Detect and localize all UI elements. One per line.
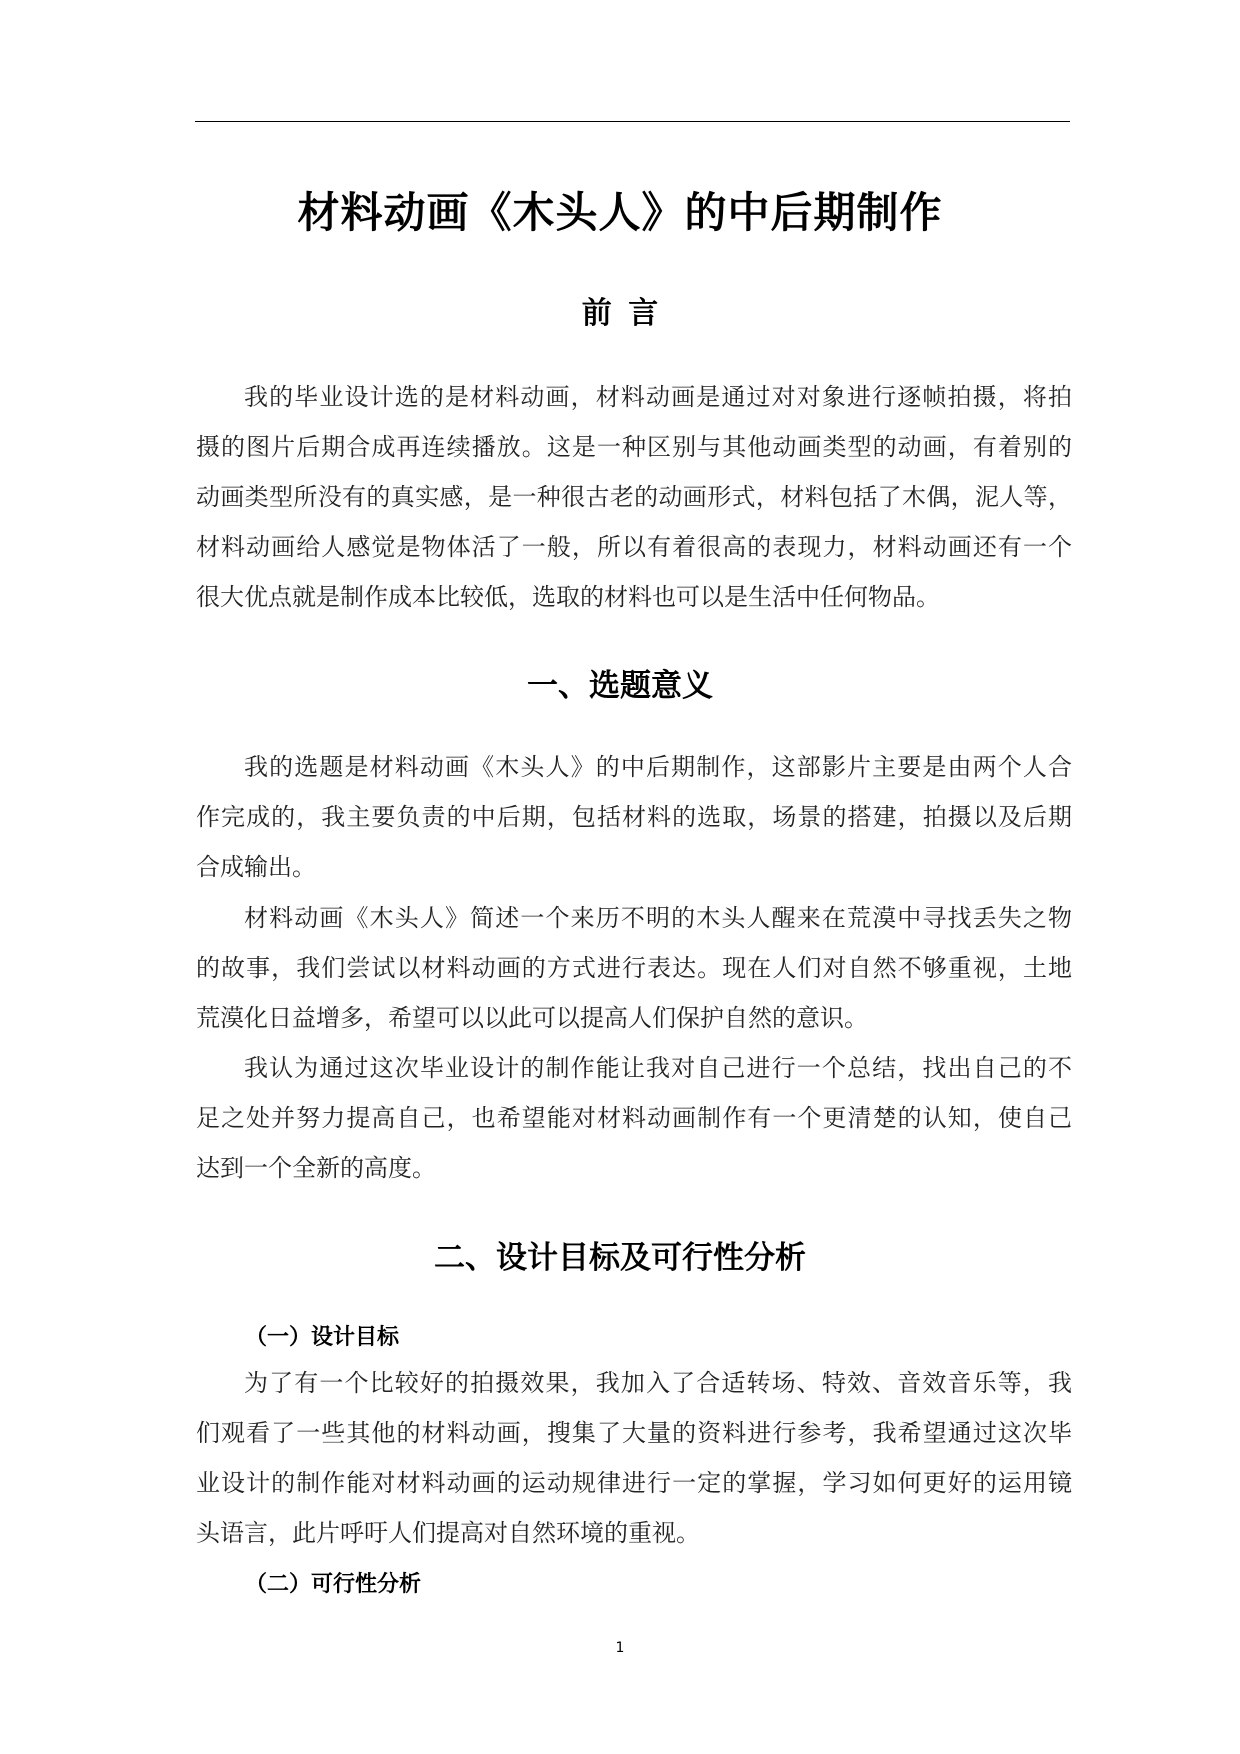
page-number: 1 xyxy=(615,1640,625,1656)
text-line: 材料动画给人感觉是物体活了一般，所以有着很高的表现力，材料动画还有一个 xyxy=(196,533,1072,561)
section-heading-design-goals: 二、设计目标及可行性分析 xyxy=(434,1240,806,1276)
text-line: 动画类型所没有的真实感，是一种很古老的动画形式，材料包括了木偶，泥人等， xyxy=(196,483,1072,511)
text-line: 足之处并努力提高自己，也希望能对材料动画制作有一个更清楚的认知，使自己 xyxy=(196,1104,1072,1132)
text-line: 业设计的制作能对材料动画的运动规律进行一定的掌握，学习如何更好的运用镜 xyxy=(196,1469,1072,1497)
subsection-heading-design-goal: （一）设计目标 xyxy=(245,1325,400,1350)
text-line: 荒漠化日益增多，希望可以以此可以提高人们保护自然的意识。 xyxy=(196,1004,868,1032)
text-line: 的故事，我们尝试以材料动画的方式进行表达。现在人们对自然不够重视，土地 xyxy=(196,954,1072,982)
subsection-heading-feasibility: （二）可行性分析 xyxy=(245,1572,422,1597)
text-line: 头语言，此片呼吁人们提高对自然环境的重视。 xyxy=(196,1519,700,1547)
preface-heading: 前 言 xyxy=(581,296,659,331)
text-line: 作完成的，我主要负责的中后期，包括材料的选取，场景的搭建，拍摄以及后期 xyxy=(196,803,1072,831)
text-line: 我的毕业设计选的是材料动画，材料动画是通过对对象进行逐帧拍摄，将拍 xyxy=(244,383,1072,411)
text-line: 为了有一个比较好的拍摄效果，我加入了合适转场、特效、音效音乐等，我 xyxy=(244,1369,1072,1397)
text-line: 达到一个全新的高度。 xyxy=(196,1154,436,1182)
text-line: 合成输出。 xyxy=(196,853,316,881)
text-line: 摄的图片后期合成再连续播放。这是一种区别与其他动画类型的动画，有着别的 xyxy=(196,433,1072,461)
text-line: 材料动画《木头人》简述一个来历不明的木头人醒来在荒漠中寻找丢失之物 xyxy=(244,904,1072,932)
section-heading-topic-significance: 一、选题意义 xyxy=(527,668,713,704)
document-title: 材料动画《木头人》的中后期制作 xyxy=(297,188,943,237)
text-line: 们观看了一些其他的材料动画，搜集了大量的资料进行参考，我希望通过这次毕 xyxy=(196,1419,1072,1447)
header-rule xyxy=(195,121,1070,122)
text-line: 我认为通过这次毕业设计的制作能让我对自己进行一个总结，找出自己的不 xyxy=(244,1054,1072,1082)
text-line: 我的选题是材料动画《木头人》的中后期制作，这部影片主要是由两个人合 xyxy=(244,753,1072,781)
text-line: 很大优点就是制作成本比较低，选取的材料也可以是生活中任何物品。 xyxy=(196,583,940,611)
